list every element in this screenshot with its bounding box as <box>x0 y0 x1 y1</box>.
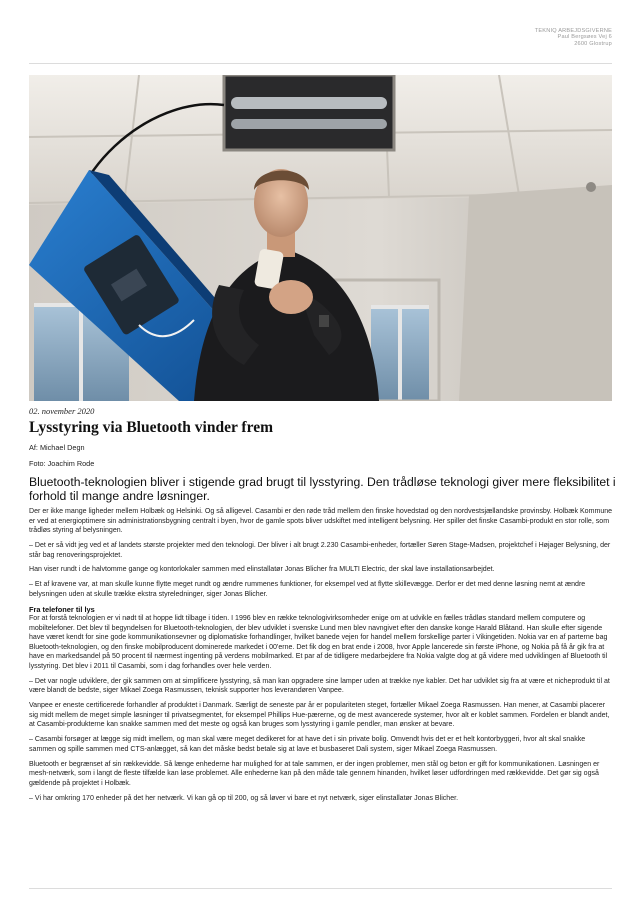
article-date: 02. november 2020 <box>29 406 95 416</box>
body-paragraph: – Det er så vidt jeg ved et af landets største projekter med den teknologi. Der bliver i alt brugt 2.230 Casambi-enheder, fortæller Søren Stage-Madsen, projektchef i Højager Belysning, der står bag renoveringsprojektet. <box>29 541 611 559</box>
header-divider <box>29 63 612 64</box>
body-paragraph: Vanpee er eneste certificerede forhandler af produktet i Danmark. Særligt de seneste par år er populariteten steget, fortæller Mikael Zoega Rasmussen. Han mener, at Casambi placerer sig midt mellem de meget simple løsninger til privatsegmentet, for eksempel Phillips Hue-pærerne, og de mest avancerede systemer, hvor alt er koblet sammen. Fordelen er blandt andet, at Casambi-produkterne kan snakke sammen med det meste og også kan bruges som lysstyring i gamle pendler, man ønsker at bevare. <box>29 702 610 729</box>
body-paragraph: – Et af kravene var, at man skulle kunne flytte meget rundt og ændre rummenes funktioner, for eksempel ved at flytte skillevægge. Derfor er det med denne løsning nemt at ændre belysningen uden at skulle trække ekstra styreledninger, siger Jonas Blicher. <box>29 581 586 598</box>
lead-paragraph: Bluetooth-teknologien bliver i stigende grad brugt til lysstyring. Den trådløse teknologi giver mere fleksibilitet i forhold til mange andre løsninger. <box>29 475 616 504</box>
body-paragraph: Han viser rundt i de halvtomme gange og kontorlokaler sammen med elinstallatør Jonas Blicher fra MULTI Electric, der skal lave installationsarbejdet. <box>29 566 495 574</box>
article-title: Lysstyring via Bluetooth vinder frem <box>29 419 273 436</box>
body-paragraph: – Casambi forsøger at lægge sig midt imellem, og man skal være meget dedikeret for at have det i sin private bolig. Omvendt hvis det er et helt kontorbyggeri, hvor alt skal snakke sammen og spille sammen med CTS-anlægget, så kan det måske bedst betale sig at lave et busbaseret Dali system, siger Mikael Zoega Rasmussen. <box>29 736 586 753</box>
hero-photo <box>29 75 612 401</box>
author-line: Af: Michael Degn <box>29 443 85 452</box>
body-paragraph: Der er ikke mange ligheder mellem Holbæk og Helsinki. Og så alligevel. Casambi er den røde tråd mellem den finske hovedstad og den nordvestsjællandske provinsby. Holbæk Kommune er ved at energioptimere sin administrationsbygning centralt i byen, hvor de gamle spots bliver udskiftet med intelligent belysning. Her spiller det finske Casambi-produkt en stor rolle, som trådløs styring af belysningen. <box>29 508 613 535</box>
body-paragraph: – Det var nogle udviklere, der gik sammen om at simplificere lysstyring, så man kan opgradere sine lamper uden at trække nye kabler. Det har udviklet sig fra at være et nicheprodukt til at være blandt de bedste, siger Mikael Zoega Rasmussen, teknisk supporter hos leverandøren Vanpee. <box>29 677 610 695</box>
body-paragraph: – Vi har omkring 170 enheder på det her netværk. Vi kan gå op til 200, og så løver vi bare et nyt netværk, siger elinstallatør Jonas Blicher. <box>29 794 459 802</box>
publisher-name: TEKNIQ ARBEJDSGIVERNE <box>534 28 612 34</box>
publisher-address: Paul Bergsøes Vej 6 <box>557 34 612 41</box>
section-subheading: Fra telefoner til lys <box>29 604 95 614</box>
publisher-city: 2600 Glostrup <box>574 40 612 47</box>
article-body <box>29 507 613 808</box>
photo-credit: Foto: Joachim Rode <box>29 459 95 468</box>
publisher-block <box>535 28 612 47</box>
body-paragraph: Bluetooth er begrænset af sin rækkevidde. Så længe enhederne har mulighed for at tale sammen, er der ingen problemer, men stål og beton er gift for kommunikationen. Løsningen er mesh-netværk, som i langt de fleste tilfælde kan løse problemet. Alle enhederne kan på den måde tale gennem hinanden, hvilket løser udfordringen med rækkevidde. Det gør sig også gældende på projektet i Holbæk. <box>29 760 600 787</box>
footer-divider <box>29 888 612 889</box>
body-paragraph: For at forstå teknologien er vi nødt til at hoppe lidt tilbage i tiden. I 1996 blev en række teknologivirksomheder enige om at udvikle en fælles trådløs standard mellem computere og mobiltelefoner. Det blev til begyndelsen for Bluetooth-teknologien, der blev udviklet i svenske Lund men blev navngivet efter den danske konge Harald Blåtand. Han skulle efter sigende have været kendt for sine gode kommunikationsevner og diplomatiske forhandlinger, hvilket banede vejen for handel mellem forskellige parter i Vikingetiden. Nokia var en af parterne bag Bluetooth-teknologien, og den finske mobilproducent dominerede markedet i 00'erne. Det fik dog en brat ende i 2008, hvor Apple lancerede sin første iPhone, og Nokia på få år gik fra at have en markedsandel på 50 procent til nærmest ingenting på verdens mobilmarked. Et par af de tidligere medarbejdere fra Nokia valgte dog at gå videre med udviklingen af Bluetooth til lysstyring. Det blev i 2011 til Casambi, som i dag forhandles over hele verden. <box>29 615 608 671</box>
